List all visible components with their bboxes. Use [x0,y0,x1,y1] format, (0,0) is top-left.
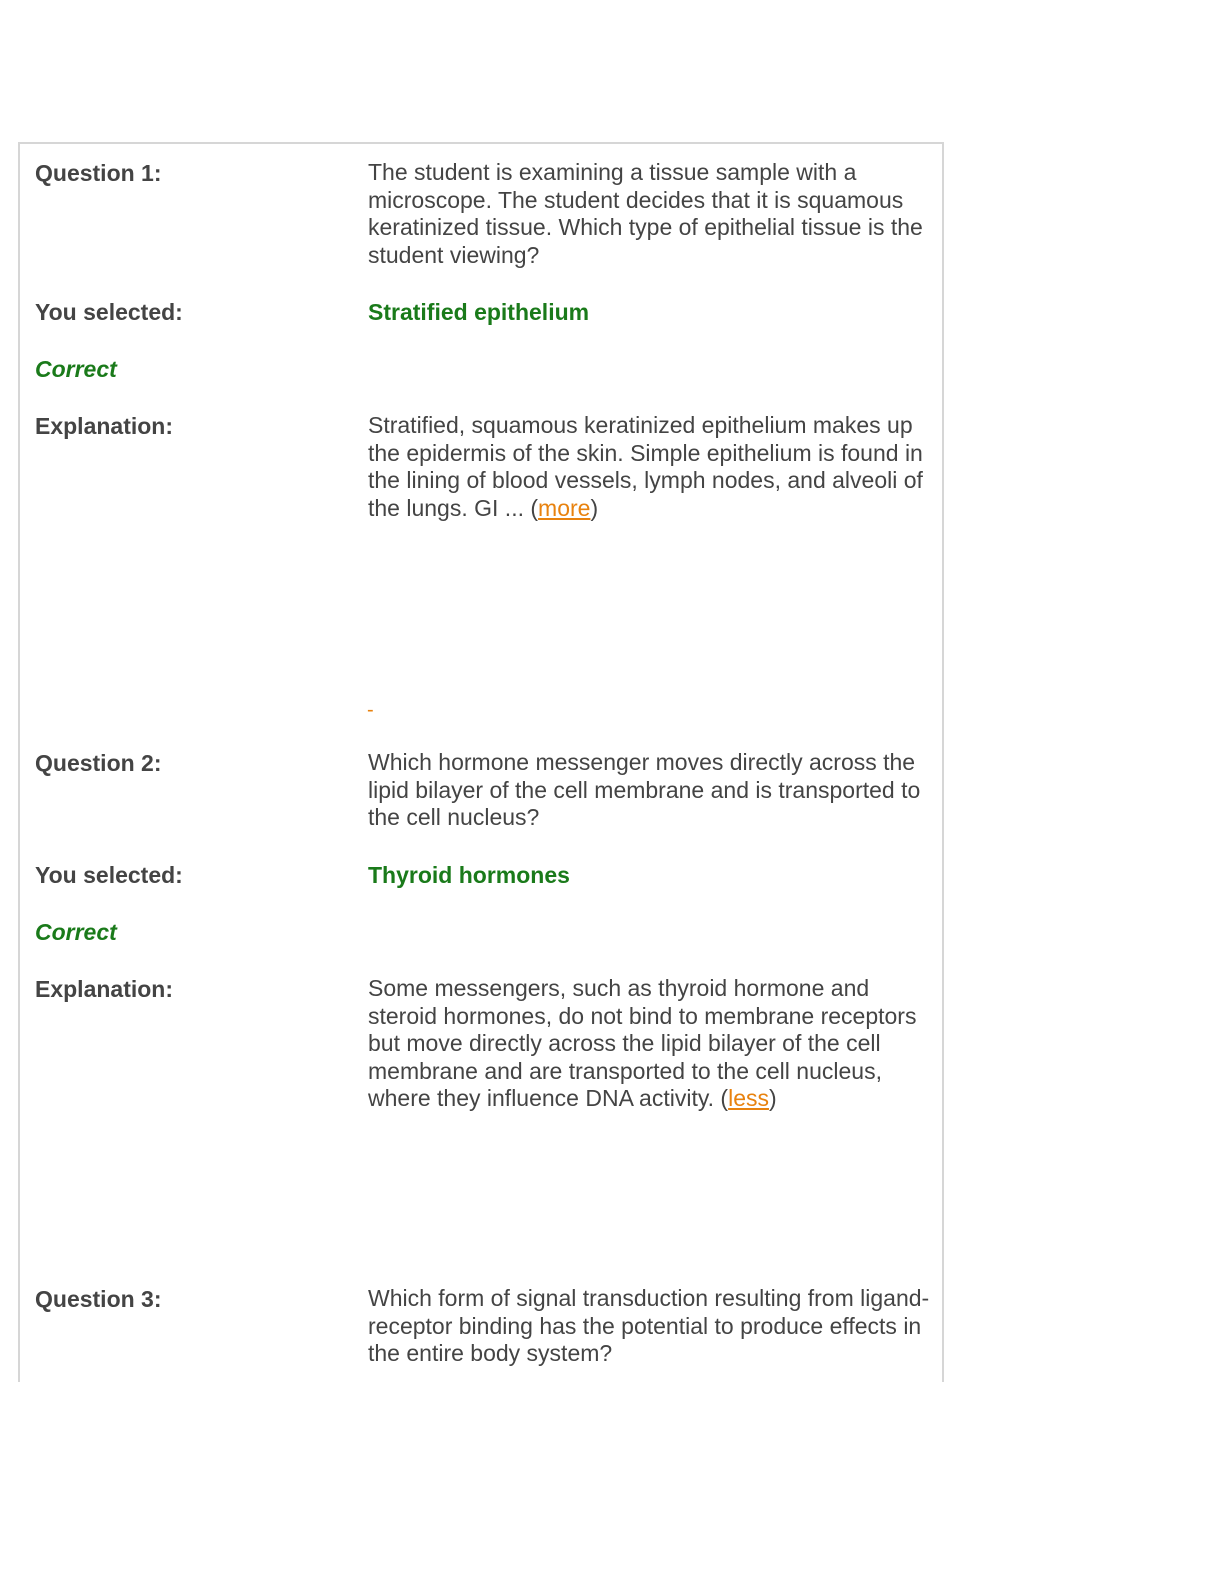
question-2-explanation-text: Some messengers, such as thyroid hormone and steroid hormones, do not bind to membrane receptors but move directly across the lipid bilayer of the cell membrane and are transported to the cell nucleus, where they influence DNA activity. [368,975,917,1111]
question-2-less-link[interactable]: less [728,1085,769,1111]
question-1-explanation-label: Explanation: [35,413,174,439]
question-1-more-link[interactable]: more [538,494,591,521]
question-1-explanation: Stratified, squamous keratinized epithelium makes up the epidermis of the skin. Simple epithelium is found in the lining of blood vessels, lymph nodes, and alveoli of the lungs. GI ... (more) [368,412,923,521]
question-1-selected-label: You selected: [35,299,183,325]
question-2-explanation: Some messengers, such as thyroid hormone and steroid hormones, do not bind to membrane receptors but move directly across the lipid bilayer of the cell membrane and are transported to the cell nucleus, where they influence DNA activity. (less) [368,975,917,1111]
question-2-text: Which hormone messenger moves directly across the lipid bilayer of the cell membrane and is transported to the cell nucleus? [368,749,921,830]
question-2-selected-label: You selected: [35,862,183,888]
question-2-explanation-label: Explanation: [35,976,174,1002]
question-1-selected-answer: Stratified epithelium [368,299,590,325]
question-3-label: Question 3: [35,1286,162,1312]
question-1-result: Correct [35,356,117,382]
question-1-explanation-text: Stratified, squamous keratinized epithelium makes up the epidermis of the skin. Simple epithelium is found in the lining of blood vessels, lymph nodes, and alveoli of the lungs. GI ... [368,412,923,521]
question-1-label: Question 1: [35,160,162,186]
question-3-text: Which form of signal transduction resulting from ligand-receptor binding has the potential to produce effects in the entire body system? [368,1285,930,1366]
question-1-text: The student is examining a tissue sample with a microscope. The student decides that it is squamous keratinized tissue. Which type of epithelial tissue is the student viewing? [368,159,923,268]
question-2-label: Question 2: [35,750,162,776]
question-1-separator-dash: - [367,699,374,721]
question-2-result: Correct [35,919,117,945]
question-2-selected-answer: Thyroid hormones [368,862,570,888]
